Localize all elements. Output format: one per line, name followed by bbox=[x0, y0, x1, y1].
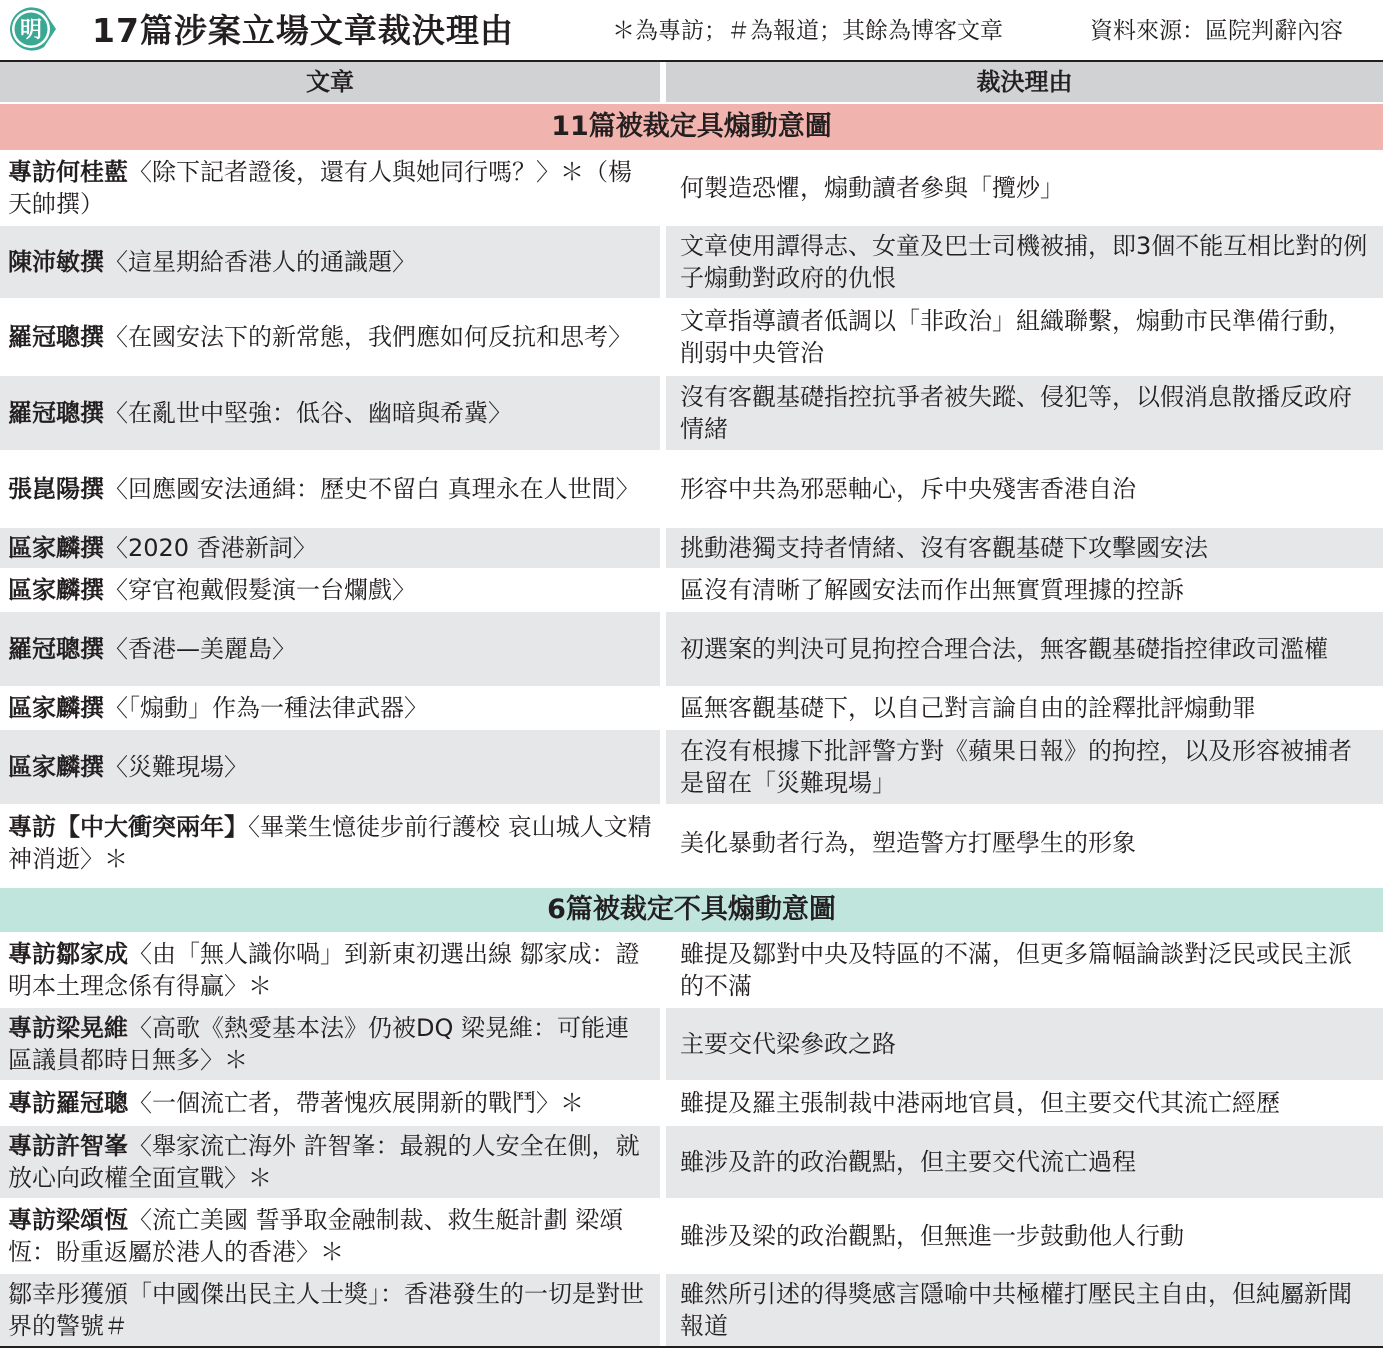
ming-pao-logo-icon bbox=[4, 4, 58, 54]
article-author: 羅冠聰撰 bbox=[8, 323, 104, 351]
article-title: 〈這星期給香港人的通識題〉 bbox=[104, 248, 416, 276]
article-author: 專訪鄒家成 bbox=[8, 940, 128, 968]
reason-cell bbox=[666, 452, 1383, 526]
article-title: 〈畢業生憶徒步前行護校 哀山城人文精神消逝〉＊ bbox=[8, 813, 652, 873]
reason-text: 何製造恐懼，煽動讀者參與「攬炒」 bbox=[680, 174, 1064, 202]
article-author: 張崑陽撰 bbox=[8, 475, 104, 503]
reason-text: 挑動港獨支持者情緒、沒有客觀基礎下攻擊國安法 bbox=[680, 534, 1208, 562]
reason-cell bbox=[666, 528, 1383, 568]
legend-note: ＊為專訪；＃為報道；其餘為博客文章 bbox=[612, 18, 1003, 44]
article-title: 〈一個流亡者，帶著愧疚展開新的戰鬥〉＊ bbox=[128, 1089, 584, 1117]
column-header-reason: 裁決理由 bbox=[666, 62, 1383, 102]
article-title: 〈流亡美國 誓爭取金融制裁、救生艇計劃 梁頌恆：盼重返屬於港人的香港〉＊ bbox=[8, 1206, 624, 1266]
article-title: 〈回應國安法通緝：歷史不留白 真理永在人世間〉 bbox=[104, 475, 640, 503]
article-title: 〈高歌《熱愛基本法》仍被DQ 梁晃維：可能連區議員都時日無多〉＊ bbox=[8, 1014, 629, 1074]
reason-cell bbox=[666, 152, 1383, 224]
article-author: 專訪許智峯 bbox=[8, 1132, 128, 1160]
reason-cell bbox=[666, 1200, 1383, 1272]
reason-text: 文章使用譚得志、女童及巴士司機被捕，即3個不能互相比對的例子煽動對政府的仇恨 bbox=[680, 232, 1368, 292]
article-title: 〈穿官袍戴假髮演一台爛戲〉 bbox=[104, 576, 416, 604]
article-author: 陳沛敏撰 bbox=[8, 248, 104, 276]
article-author: 專訪【中大衝突兩年】 bbox=[8, 813, 248, 841]
article-text bbox=[8, 532, 317, 564]
reason-text: 雖涉及梁的政治觀點，但無進一步鼓動他人行動 bbox=[680, 1222, 1184, 1250]
section-heading-seditious: 11篇被裁定具煽動意圖 bbox=[0, 104, 1383, 150]
article-title: 鄒幸彤獲頒「中國傑出民主人士獎」：香港發生的一切是對世界的警號＃ bbox=[8, 1280, 644, 1340]
article-title: 〈除下記者證後，還有人與她同行嗎？〉＊（楊天帥撰） bbox=[8, 158, 632, 218]
article-text bbox=[8, 938, 652, 1002]
article-title: 〈「煽動」作為一種法律武器〉 bbox=[104, 694, 428, 722]
reason-cell bbox=[666, 806, 1383, 880]
article-cell bbox=[0, 1126, 660, 1198]
article-title: 〈香港—美麗島〉 bbox=[104, 635, 296, 663]
article-author: 區家麟撰 bbox=[8, 576, 104, 604]
article-text bbox=[8, 156, 652, 220]
article-title: 〈2020 香港新詞〉 bbox=[104, 534, 317, 562]
reason-text: 主要交代梁參政之路 bbox=[680, 1030, 896, 1058]
section-heading-not-seditious: 6篇被裁定不具煽動意圖 bbox=[0, 888, 1383, 932]
article-text bbox=[8, 321, 632, 353]
article-author: 專訪梁頌恆 bbox=[8, 1206, 128, 1234]
reason-text: 沒有客觀基礎指控抗爭者被失蹤、侵犯等，以假消息散播反政府情緒 bbox=[680, 383, 1352, 443]
article-title: 〈在亂世中堅強：低谷、幽暗與希冀〉 bbox=[104, 399, 512, 427]
article-text bbox=[8, 473, 640, 505]
reason-text: 雖提及羅主張制裁中港兩地官員，但主要交代其流亡經歷 bbox=[680, 1089, 1280, 1117]
article-cell bbox=[0, 1200, 660, 1272]
article-cell bbox=[0, 612, 660, 686]
article-author: 專訪何桂藍 bbox=[8, 158, 128, 186]
reason-text: 文章指導讀者低調以「非政治」組織聯繫，煽動市民準備行動，削弱中央管治 bbox=[680, 307, 1352, 367]
reason-text: 形容中共為邪惡軸心，斥中央殘害香港自治 bbox=[680, 475, 1136, 503]
reason-text: 區無客觀基礎下，以自己對言論自由的詮釋批評煽動罪 bbox=[680, 694, 1256, 722]
article-cell bbox=[0, 806, 660, 880]
reason-text: 美化暴動者行為，塑造警方打壓學生的形象 bbox=[680, 829, 1136, 857]
article-text bbox=[8, 751, 248, 783]
article-title: 〈由「無人識你喎」到新東初選出線 鄒家成：證明本土理念係有得贏〉＊ bbox=[8, 940, 640, 1000]
source-note: 資料來源：區院判辭內容 bbox=[1090, 18, 1343, 44]
article-text bbox=[8, 1087, 584, 1119]
article-cell bbox=[0, 300, 660, 374]
article-text bbox=[8, 246, 416, 278]
article-cell bbox=[0, 1274, 660, 1346]
article-text bbox=[8, 1278, 652, 1342]
reason-cell bbox=[666, 1274, 1383, 1346]
article-cell bbox=[0, 152, 660, 224]
article-author: 專訪梁晃維 bbox=[8, 1014, 128, 1042]
reason-text: 雖提及鄒對中央及特區的不滿，但更多篇幅論談對泛民或民主派的不滿 bbox=[680, 940, 1352, 1000]
column-header-article: 文章 bbox=[0, 62, 660, 102]
logo-char: 明 bbox=[19, 18, 43, 43]
article-cell bbox=[0, 376, 660, 450]
article-cell bbox=[0, 1008, 660, 1080]
article-cell bbox=[0, 570, 660, 610]
reason-cell bbox=[666, 934, 1383, 1006]
article-cell bbox=[0, 730, 660, 804]
article-author: 區家麟撰 bbox=[8, 694, 104, 722]
article-author: 區家麟撰 bbox=[8, 753, 104, 781]
article-author: 羅冠聰撰 bbox=[8, 635, 104, 663]
reason-cell bbox=[666, 300, 1383, 374]
article-text bbox=[8, 574, 416, 606]
article-author: 羅冠聰撰 bbox=[8, 399, 104, 427]
reason-text: 雖涉及許的政治觀點，但主要交代流亡過程 bbox=[680, 1148, 1136, 1176]
article-text bbox=[8, 811, 652, 875]
article-title: 〈在國安法下的新常態，我們應如何反抗和思考〉 bbox=[104, 323, 632, 351]
article-author: 專訪羅冠聰 bbox=[8, 1089, 128, 1117]
reason-cell bbox=[666, 376, 1383, 450]
article-author: 區家麟撰 bbox=[8, 534, 104, 562]
article-cell bbox=[0, 226, 660, 298]
article-cell bbox=[0, 1082, 660, 1124]
reason-cell bbox=[666, 1008, 1383, 1080]
reason-cell bbox=[666, 570, 1383, 610]
article-text bbox=[8, 633, 296, 665]
reason-cell bbox=[666, 688, 1383, 728]
header bbox=[0, 0, 1383, 62]
article-text bbox=[8, 1204, 652, 1268]
reason-cell bbox=[666, 226, 1383, 298]
article-text bbox=[8, 1012, 652, 1076]
reason-cell bbox=[666, 730, 1383, 804]
page-title: 17篇涉案立場文章裁決理由 bbox=[92, 11, 514, 50]
reason-cell bbox=[666, 1126, 1383, 1198]
article-cell bbox=[0, 452, 660, 526]
reason-cell bbox=[666, 1082, 1383, 1124]
article-cell bbox=[0, 934, 660, 1006]
article-text bbox=[8, 692, 428, 724]
reason-cell bbox=[666, 612, 1383, 686]
article-title: 〈舉家流亡海外 許智峯：最親的人安全在側，就放心向政權全面宣戰〉＊ bbox=[8, 1132, 640, 1192]
article-cell bbox=[0, 528, 660, 568]
article-text bbox=[8, 397, 512, 429]
article-title: 〈災難現場〉 bbox=[104, 753, 248, 781]
article-text bbox=[8, 1130, 652, 1194]
reason-text: 區沒有清晰了解國安法而作出無實質理據的控訴 bbox=[680, 576, 1184, 604]
reason-text: 在沒有根據下批評警方對《蘋果日報》的拘控，以及形容被捕者是留在「災難現場」 bbox=[680, 737, 1352, 797]
reason-text: 初選案的判決可見拘控合理合法，無客觀基礎指控律政司濫權 bbox=[680, 635, 1328, 663]
reason-text: 雖然所引述的得獎感言隱喻中共極權打壓民主自由，但純屬新聞報道 bbox=[680, 1280, 1352, 1340]
article-cell bbox=[0, 688, 660, 728]
